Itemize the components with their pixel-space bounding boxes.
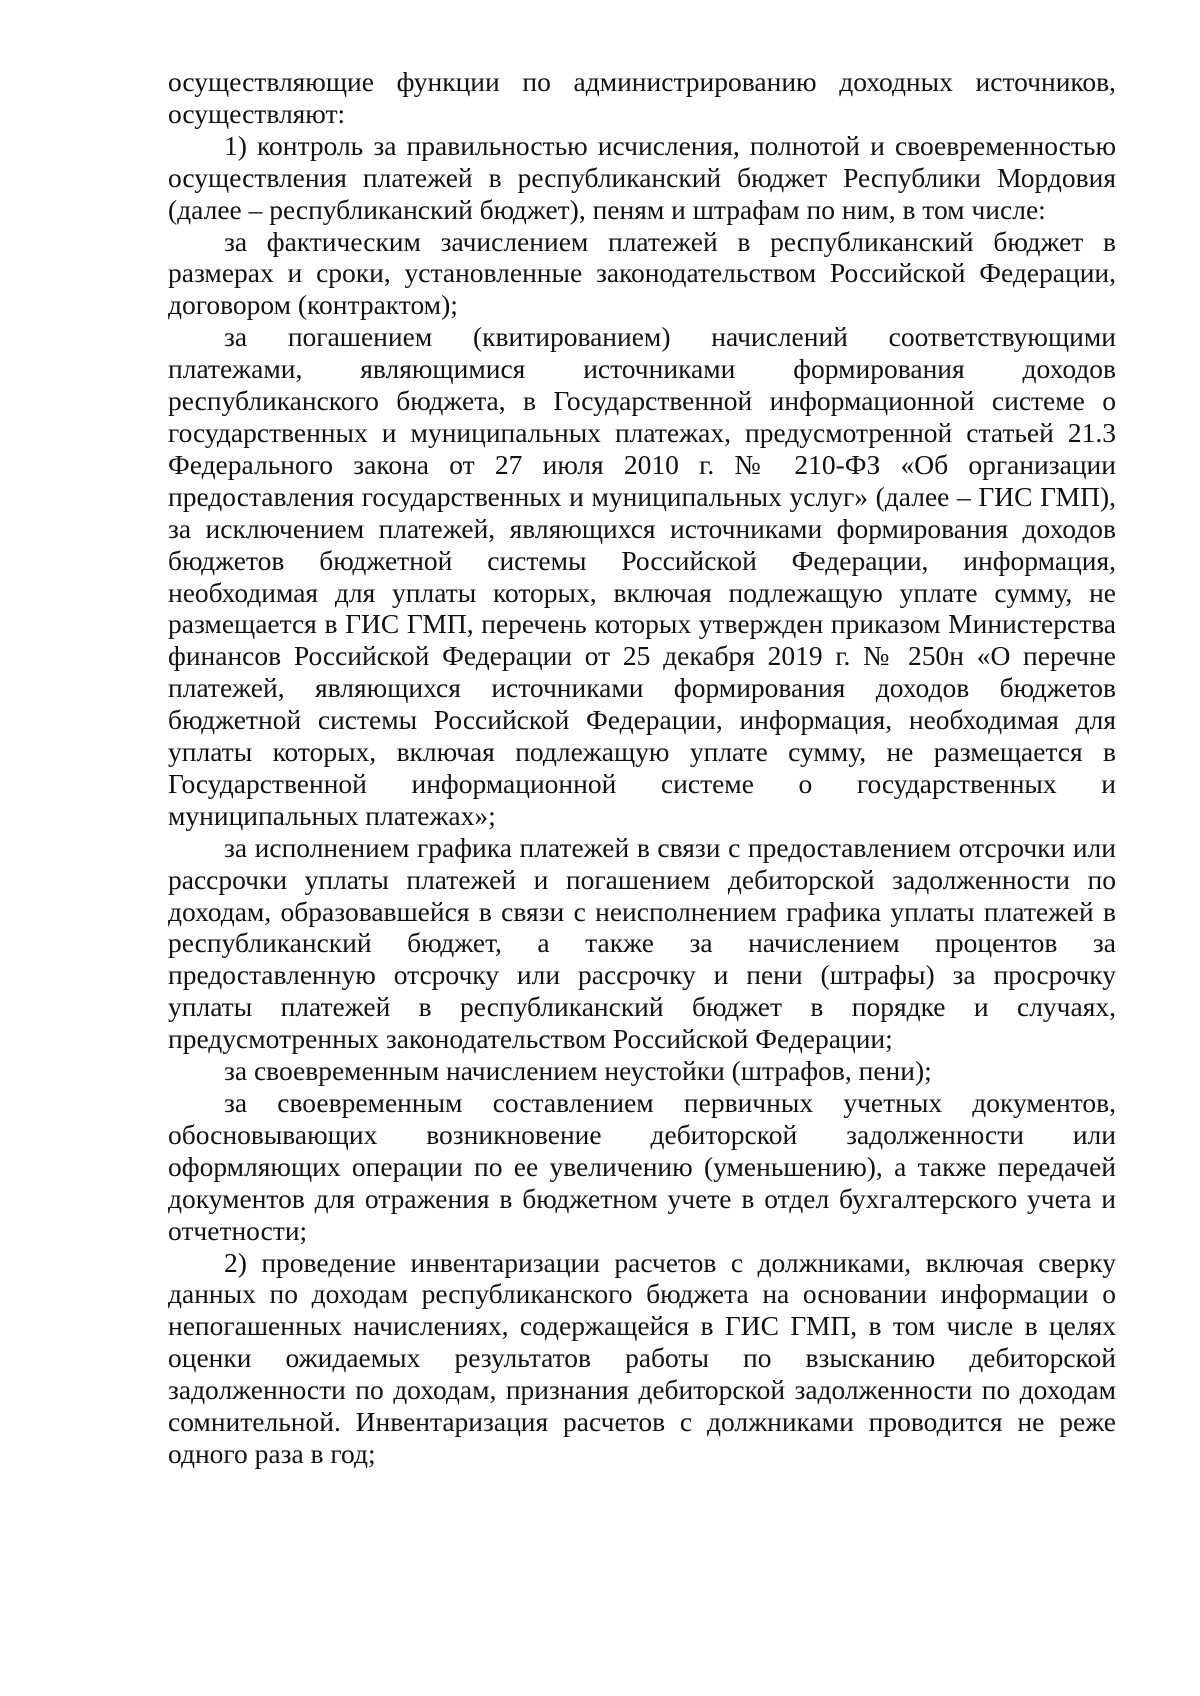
paragraph-item-2: 2) проведение инвентаризации расчетов с должниками, включая сверку данных по доходам республиканского бюджета на основании информации о непогашенных начислениях, содержащейся в ГИС ГМП, в том числе в целях оценки ожидаемых результатов работы по взысканию дебиторской задолженности по доходам, признания дебиторской задолженности по доходам сомнительной. Инвентаризация расчетов с должниками проводится не реже одного раза в год; [168,1246,1116,1469]
paragraph-payment-schedule: за исполнением графика платежей в связи с предоставлением отсрочки или рассрочки уплаты платежей и погашением дебиторской задолженности по доходам, образовавшейся в связи с неисполнением графика уплаты платежей в республиканский бюджет, а также за начислением процентов за предоставленную отсрочку или рассрочку и пени (штрафы) за просрочку уплаты платежей в республиканский бюджет в порядке и случаях, предусмотренных законодательством Российской Федерации; [168,831,1116,1055]
paragraph-reconciliation-gis-gmp: за погашением (квитированием) начислений соответствующими платежами, являющимися источниками формирования доходов республиканского бюджета, в Государственной информационной системе о государственных и муниципальных платежах, предусмотренной статьей 21.3 Федерального закона от 27 июля 2010 г. № 210-ФЗ «Об организации предоставления государственных и муниципальных услуг» (далее – ГИС ГМП), за исключением платежей, являющихся источниками формирования доходов бюджетов бюджетной системы Российской Федерации, информация, необходимая для уплаты которых, включая подлежащую уплате сумму, не размещается в ГИС ГМП, перечень которых утвержден приказом Министерства финансов Российской Федерации от 25 декабря 2019 г. № 250н «О перечне платежей, являющихся источниками формирования доходов бюджетов бюджетной системы Российской Федерации, информация, необходимая для уплаты которых, включая подлежащую уплате сумму, не размещается в Государственной информационной системе о государственных и муниципальных платежах»; [168,321,1116,831]
paragraph-primary-documents: за своевременным составлением первичных учетных документов, обосновывающих возникновение дебиторской задолженности или оформляющих операции по ее увеличению (уменьшению), а также передачей документов для отражения в бюджетном учете в отдел бухгалтерского учета и отчетности; [168,1087,1116,1246]
paragraph-item-1: 1) контроль за правильностью исчисления, полнотой и своевременностью осуществления платежей в республиканский бюджет Республики Мордовия (далее – республиканский бюджет), пеням и штрафам по ним, в том числе: [168,129,1116,225]
paragraph-intro: осуществляющие функции по администрированию доходных источников, осуществляют: [168,66,1116,129]
document-body [168,66,1116,1470]
paragraph-actual-crediting: за фактическим зачислением платежей в республиканский бюджет в размерах и сроки, установленные законодательством Российской Федерации, договором (контрактом); [168,225,1116,321]
paragraph-penalty-accrual: за своевременным начислением неустойки (штрафов, пени); [224,1055,932,1087]
